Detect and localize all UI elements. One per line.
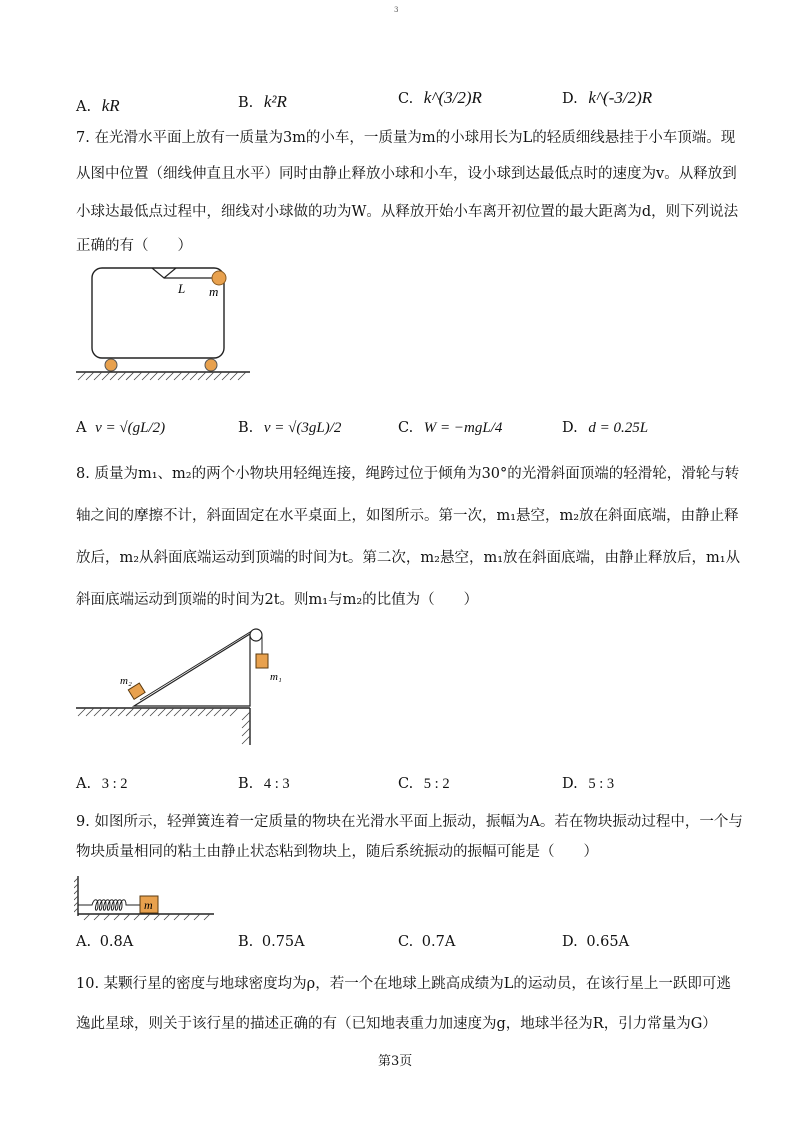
q6-option-c-expr: k^(3/2)R <box>423 88 482 107</box>
q6-option-b[interactable]: B. k²R <box>238 92 287 111</box>
label-m2: m₂ <box>120 675 132 687</box>
q7-option-a[interactable]: A v = √(gL/2) <box>76 420 166 436</box>
q8-option-c-expr: 5 : 2 <box>423 776 450 792</box>
q7-line-4: 正确的有（ ） <box>76 238 192 254</box>
q6-option-d[interactable]: D. k^(-3/2)R <box>562 88 653 107</box>
pulley <box>250 629 262 641</box>
block-m1 <box>256 654 268 668</box>
q8-option-d[interactable]: D. 5 : 3 <box>562 776 615 792</box>
label-m: m <box>144 898 153 912</box>
q8-option-b[interactable]: B. 4 : 3 <box>238 776 290 792</box>
label-L: L <box>178 281 186 296</box>
q8-line-4: 斜面底端运动到顶端的时间为2t。则m₁与m₂的比值为（ ） <box>76 592 479 608</box>
ball <box>212 271 226 285</box>
header-page-mark: 3 <box>394 6 399 14</box>
footer-page-label: 第3页 <box>378 1054 413 1069</box>
q8-option-a[interactable]: A. 3 : 2 <box>76 776 128 792</box>
q7-option-c-expr: W = −mgL/4 <box>423 420 503 436</box>
wheel-right <box>205 359 217 371</box>
q9-option-d-expr: 0.65A <box>586 934 630 950</box>
ground-hatch <box>78 372 246 380</box>
q9-option-a[interactable]: A. 0.8A <box>76 934 134 950</box>
q9-option-c[interactable]: C. 0.7A <box>398 934 456 950</box>
q7-line-3: 小球达最低点过程中，细线对小球做的功为W。从释放开始小车离开初位置的最大距离为d，则下列说法 <box>76 204 739 220</box>
q8-line-3: 放后，m₂从斜面底端运动到顶端的时间为t。第二次，m₂悬空，m₁放在斜面底端，由静止释放后，m₁从 <box>76 550 741 566</box>
q9-option-d[interactable]: D. 0.65A <box>562 934 630 950</box>
q9-option-b-expr: 0.75A <box>261 934 305 950</box>
q10-line-1: 10. 某颗行星的密度与地球密度均为ρ，若一个在地球上跳高成绩为L的运动员，在该行星上一跃即可逃 <box>76 976 731 992</box>
q8-option-b-expr: 4 : 3 <box>263 776 290 792</box>
label-m: m <box>209 284 219 299</box>
q7-option-b[interactable]: B. v = √(3gL)/2 <box>238 420 342 436</box>
q6-option-b-expr: k²R <box>263 92 287 111</box>
q7-option-c[interactable]: C. W = −mgL/4 <box>398 420 503 436</box>
q6-option-a[interactable]: A. kR <box>76 96 120 115</box>
q7-line-2: 从图中位置（细线伸直且水平）同时由静止释放小球和小车，设小球到达最低点时的速度为v。从释放到 <box>76 166 737 182</box>
q8-line-2: 轴之间的摩擦不计，斜面固定在水平桌面上，如图所示。第一次，m₁悬空，m₂放在斜面底端，由静止释 <box>76 508 739 524</box>
q9-option-b[interactable]: B. 0.75A <box>238 934 305 950</box>
q7-cart-figure <box>74 262 254 384</box>
floor-hatch <box>84 914 210 920</box>
q9-line-1: 9. 如图所示，轻弹簧连着一定质量的物块在光滑水平面上振动，振幅为A。若在物块振动过程中，一个与 <box>76 814 743 830</box>
q9-spring-figure <box>74 872 224 922</box>
q7-option-d-expr: d = 0.25L <box>588 420 649 436</box>
q8-line-1: 8. 质量为m₁、m₂的两个小物块用轻绳连接，绳跨过位于倾角为30°的光滑斜面顶端的轻滑轮，滑轮与转 <box>76 466 740 482</box>
q8-option-a-expr: 3 : 2 <box>101 776 128 792</box>
q8-option-d-expr: 5 : 3 <box>588 776 615 792</box>
q9-line-2: 物块质量相同的粘土由静止状态粘到物块上，随后系统振动的振幅可能是（ ） <box>76 844 598 860</box>
q7-option-b-expr: v = √(3gL)/2 <box>263 420 342 436</box>
incline-surface <box>140 629 255 700</box>
wheel-left <box>105 359 117 371</box>
label-m1: m₁ <box>270 671 282 683</box>
spring <box>78 900 140 911</box>
q9-option-c-expr: 0.7A <box>421 934 456 950</box>
q8-option-c[interactable]: C. 5 : 2 <box>398 776 450 792</box>
q7-line-1: 7. 在光滑水平面上放有一质量为3m的小车，一质量为m的小球用长为L的轻质细线悬挂于小车顶端。现 <box>76 130 736 146</box>
cart-body <box>92 268 224 358</box>
q7-option-a-expr: v = √(gL/2) <box>95 420 166 436</box>
q6-option-d-expr: k^(-3/2)R <box>588 88 653 107</box>
q10-line-2: 逸此星球，则关于该行星的描述正确的有（已知地表重力加速度为g，地球半径为R，引力常量为G） <box>76 1016 717 1032</box>
q6-option-a-expr: kR <box>101 96 120 115</box>
cart-hook <box>152 268 176 278</box>
edge-hatch <box>242 712 250 744</box>
q7-option-d[interactable]: D. d = 0.25L <box>562 420 649 436</box>
q9-option-a-expr: 0.8A <box>99 934 134 950</box>
q6-option-c[interactable]: C. k^(3/2)R <box>398 88 482 107</box>
table-hatch <box>78 708 238 716</box>
incline <box>134 634 250 706</box>
q8-incline-figure <box>74 620 294 750</box>
